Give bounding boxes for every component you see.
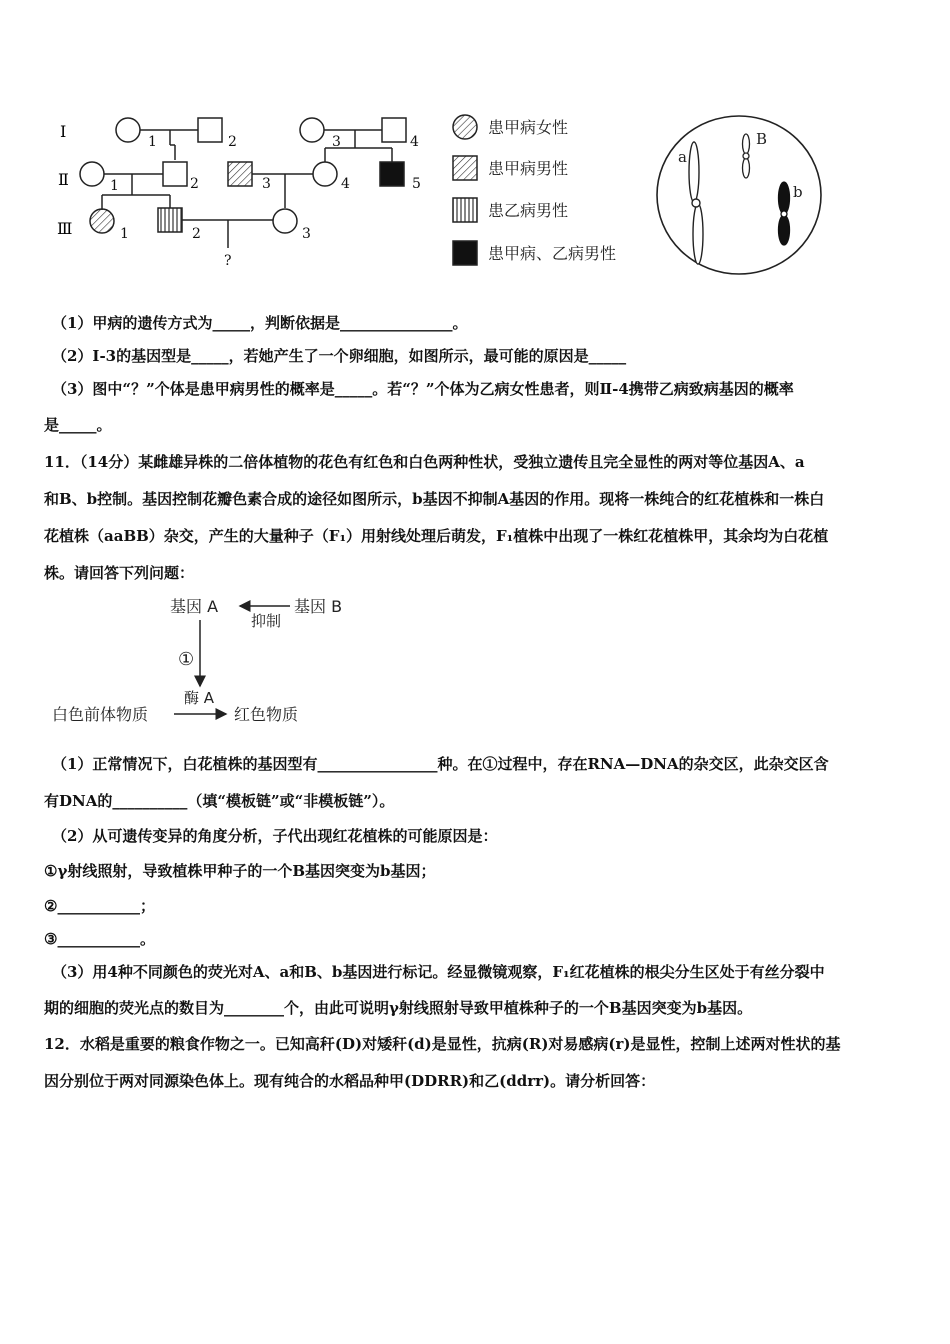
q11-part2: （2）从可遗传变异的角度分析，子代出现红花植株的可能原因是： [52,827,498,845]
individual-I-2 [198,118,222,142]
chromosome-label-a: a [678,148,687,166]
legend-hatched-square [453,156,477,180]
q11-intro-3: 花植株（aaBB）杂交，产生的大量种子（F₁）用射线处理后萌发，F₁植株中出现了一株红花植株甲，其余均为白花植 [44,527,829,545]
enzyme-label: 酶 A [184,689,215,707]
individual-III-3 [273,209,297,233]
gen-label-3: Ⅲ [57,219,73,238]
step-marker: ① [178,649,195,670]
individual-II-1 [80,162,104,186]
pedigree-legend [448,110,648,270]
individual-III-2 [158,208,182,232]
individual-I-1 [116,118,140,142]
num-III-3: 3 [302,226,311,242]
q10-part1: （1）甲病的遗传方式为_____，判断依据是_______________。 [52,314,468,332]
unknown-mark: ? [224,253,232,269]
q10-part2: （2）Ⅰ-3的基因型是_____，若她产生了一个卵细胞，如图所示，最可能的原因是_____ [52,347,627,365]
num-II-3: 3 [262,176,271,192]
egg-cell-figure [652,112,828,280]
individual-II-5 [380,162,404,186]
gene-b-label: 基因 B [294,597,343,616]
q11-part3-line1: （3）用4种不同颜色的荧光对A、a和B、b基因进行标记。经显微镜观察，F₁红花植株的根尖分生区处于有丝分裂中 [52,963,825,981]
num-II-1: 1 [110,178,119,194]
individual-II-3 [228,162,252,186]
q11-reason-2: ②___________； [44,897,155,915]
legend-striped-square [453,198,477,222]
chromosome-label-B: B [756,130,768,148]
q10-part3-line2: 是_____。 [44,416,112,434]
pedigree-chart [40,100,460,280]
pigment-pathway-diagram [44,592,364,732]
q11-intro-1: 11．（14分）某雌雄异株的二倍体植物的花色有红色和白色两种性状，受独立遗传且完全显性的两对等位基因A、a [44,453,805,471]
q11-intro-4: 株。请回答下列问题： [44,564,195,582]
q11-intro-2: 和B、b控制。基因控制花瓣色素合成的途径如图所示，b基因不抑制A基因的作用。现将一株纯合的红花植株和一株白 [44,490,825,508]
num-II-4: 4 [341,176,350,192]
individual-I-4 [382,118,406,142]
legend-label-2: 患甲病男性 [488,159,569,178]
substrate-label: 白色前体物质 [52,705,149,724]
num-III-1: 1 [120,226,129,242]
num-I-4: 4 [410,134,419,150]
individual-II-4 [313,162,337,186]
individual-III-1 [90,209,114,233]
num-II-2: 2 [190,176,199,192]
q11-part3-line2: 期的细胞的荧光点的数目为________个，由此可说明γ射线照射导致甲植株种子的一个B基因突变为b基因。 [44,999,753,1017]
gen-label-1: Ⅰ [60,122,67,141]
num-I-1: 1 [148,134,157,150]
num-III-2: 2 [192,226,201,242]
individual-I-3 [300,118,324,142]
q12-line1: 12．水稻是重要的粮食作物之一。已知高秆(D)对矮秆(d)是显性，抗病(R)对易感病(r)是显性，控制上述两对性状的基 [44,1035,841,1053]
chromosome-label-b: b [793,183,803,201]
legend-label-1: 患甲病女性 [488,118,569,137]
inhibit-label: 抑制 [251,612,282,630]
num-I-3: 3 [332,134,341,150]
q11-reason-3: ③___________。 [44,930,155,948]
q10-part3-line1: （3）图中“？”个体是患甲病男性的概率是_____。若“？”个体为乙病女性患者，则Ⅱ-4携带乙病致病基因的概率 [52,380,794,398]
product-label: 红色物质 [234,705,299,724]
q11-reason-1: ①γ射线照射，导致植株甲种子的一个B基因突变为b基因； [44,862,436,880]
gene-a-label: 基因 A [170,597,219,616]
num-II-5: 5 [412,176,421,192]
q11-part1-line2: 有DNA的__________（填“模板链”或“非模板链”）。 [44,792,395,810]
num-I-2: 2 [228,134,237,150]
gen-label-2: Ⅱ [58,170,69,189]
q12-line2: 因分别位于两对同源染色体上。现有纯合的水稻品种甲(DDRR)和乙(ddrr)。请分析回答： [44,1072,656,1090]
legend-label-3: 患乙病男性 [488,201,569,220]
individual-II-2 [163,162,187,186]
q11-part1-line1: （1）正常情况下，白花植株的基因型有________________种。在①过程中，存在RNA—DNA的杂交区，此杂交区含 [52,755,829,773]
legend-hatched-circle [453,115,477,139]
legend-label-4: 患甲病、乙病男性 [488,244,617,263]
legend-filled-square [453,241,477,265]
